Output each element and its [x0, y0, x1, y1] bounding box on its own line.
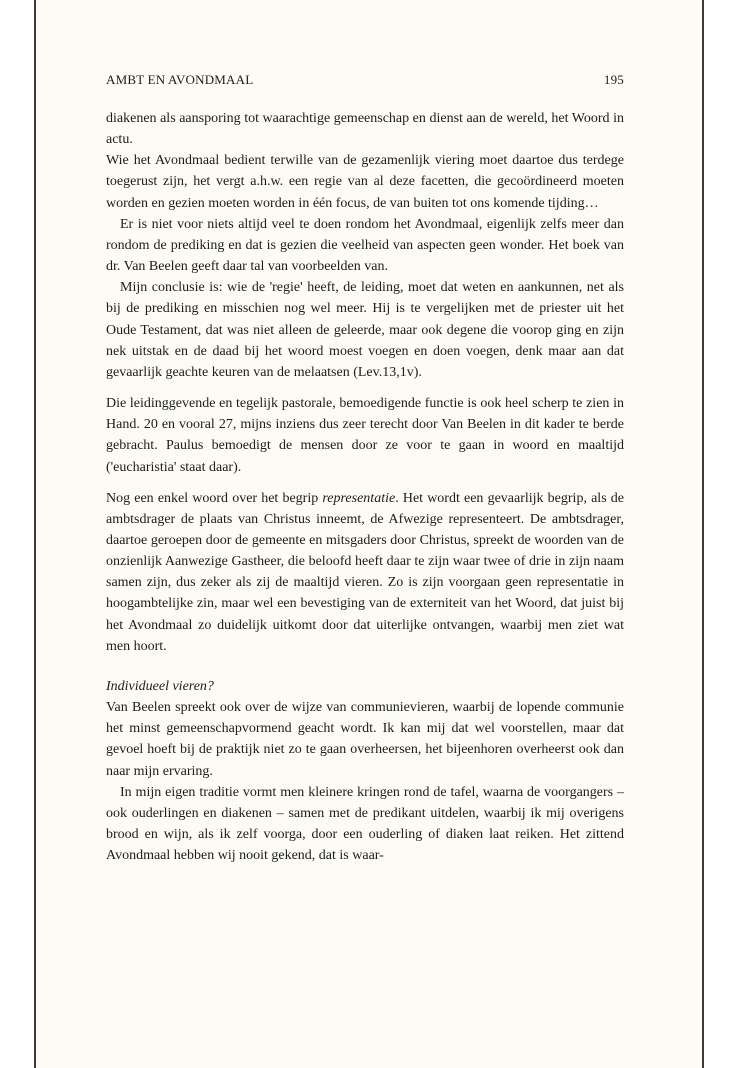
body-text	[106, 108, 624, 866]
paragraph	[106, 488, 624, 657]
paragraph: Er is niet voor niets altijd veel te doen rondom het Avondmaal, eigenlijk zelfs meer dan rondom de prediking en dat is gezien die veelheid van aspecten geen wonder. Het boek van dr. Van Beelen geeft daar tal van voorbeelden van.	[106, 216, 624, 275]
paragraph: diakenen als aansporing tot waarachtige gemeenschap en dienst aan de wereld, het Woord in actu.	[106, 111, 624, 148]
italic-term: representatie	[322, 490, 396, 506]
paragraph: Mijn conclusie is: wie de 'regie' heeft, de leiding, moet dat weten en aankunnen, net als bij de prediking en misschien nog wel meer. Hij is te vergelijken met de priester uit het Oude Testament, dat was niet alleen de geleerde, maar ook degene die voorop ging en zijn nek uitstak en de daad bij het woord moest voegen en doen voegen, denk maar aan dat gevaarlijk geachte keuren van de melaatsen (Lev.13,1v).	[106, 280, 624, 380]
paragraph: Wie het Avondmaal bedient terwille van de gezamenlijk viering moet daartoe dus terdege toegerust zijn, het vergt a.h.w. een regie van al deze facetten, die gecoördineerd moeten worden en gezien moeten worden in één focus, de van buiten tot ons komende tijding…	[106, 153, 624, 211]
paragraph: Die leidinggevende en tegelijk pastorale, bemoedigende functie is ook heel scherp te zien in Hand. 20 en vooral 27, mijns inziens dus zeer terecht door Van Beelen in dit kader te berde gebracht. Paulus bemoedigt de mensen door ze voor te gaan in woord en maaltijd ('eucharistia' staat daar).	[106, 396, 624, 475]
page-edge-left	[34, 0, 36, 1068]
section-heading: Individueel vieren?	[106, 678, 214, 694]
paragraph-text: . Het wordt een gevaarlijk begrip, als de ambtsdrager de plaats van Christus inneemt, de Afwezige representeert. De ambtsdrager, daartoe geroepen door de gemeente en mitsgaders door Christus, spreekt de woorden van de onzienlijk Aanwezige Gastheer, die beloofd heeft daar te zijn waar twee of drie in zijn naam samen zijn, dus zeker als zij de maaltijd vieren. Zo is zijn voorgaan geen representatie in hoogambtelijke zin, maar wel een bevestiging van de externiteit van het Woord, dat juist bij het Avondmaal zo duidelijk uitkomt door dat uiterlijke ontvangen, waarbij men ziet wat men hoort.	[106, 490, 624, 654]
paragraph-text: Nog een enkel woord over het begrip	[106, 490, 323, 506]
paragraph: Van Beelen spreekt ook over de wijze van communievieren, waarbij de lopende communie het minst gemeenschapvormend geacht wordt. Ik kan mij dat wel voorstellen, maar dat gevoel hoeft bij de praktijk niet zo te gaan overheersen, het bijeenhoren overheerst ook dan naar mijn ervaring.	[106, 700, 624, 779]
running-header	[106, 72, 624, 90]
paragraph: In mijn eigen traditie vormt men kleinere kringen rond de tafel, waarna de voorgangers – ook ouderlingen en diakenen – samen met de predikant uitdelen, waarbij ik mij overigens brood en wijn, als ik zelf voorga, door een ouderling of diaken laat reiken. Het zittend Avondmaal hebben wij nooit gekend, dat is waar-	[106, 784, 624, 864]
page-edge-right	[702, 0, 704, 1068]
page-number: 195	[603, 72, 624, 87]
running-title: AMBT EN AVONDMAAL	[106, 72, 254, 87]
